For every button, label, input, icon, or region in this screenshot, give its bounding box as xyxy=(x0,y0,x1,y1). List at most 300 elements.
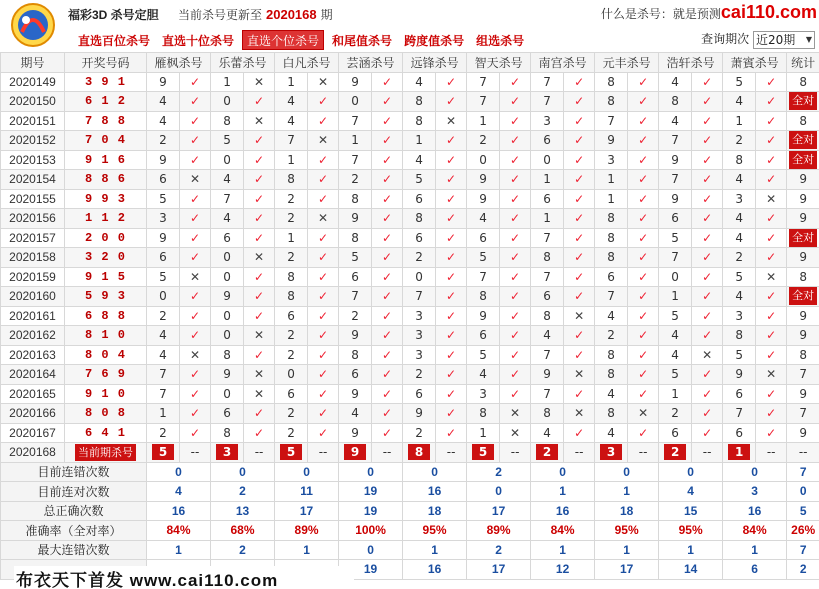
check-icon: ✓ xyxy=(692,209,723,229)
check-icon: ✓ xyxy=(756,423,787,443)
kill-value-cell: 2 xyxy=(275,423,308,443)
check-icon: ✓ xyxy=(436,92,467,112)
kill-value-cell: 9 xyxy=(595,131,628,151)
cross-icon: ✕ xyxy=(756,365,787,385)
kill-value-cell: 2 xyxy=(275,209,308,229)
stat-value: 4 xyxy=(659,482,723,502)
current-row xyxy=(1,443,819,463)
kill-value-cell: 2 xyxy=(275,189,308,209)
stat-value: 13 xyxy=(211,501,275,521)
check-icon: ✓ xyxy=(372,365,403,385)
period-cell: 2020158 xyxy=(1,248,65,268)
stat-cell: 7 xyxy=(787,404,819,424)
current-placeholder: -- xyxy=(628,443,659,463)
period-cell: 2020152 xyxy=(1,131,65,151)
check-icon: ✓ xyxy=(564,150,595,170)
kill-value-cell: 2 xyxy=(403,248,436,268)
cross-icon: ✕ xyxy=(564,365,595,385)
check-icon: ✓ xyxy=(308,228,339,248)
check-icon: ✓ xyxy=(500,72,531,92)
kill-value-cell: 0 xyxy=(467,150,500,170)
check-icon: ✓ xyxy=(372,150,403,170)
update-status xyxy=(178,6,333,23)
check-icon: ✓ xyxy=(180,423,211,443)
period-cell: 2020151 xyxy=(1,111,65,131)
stat-cell xyxy=(787,150,819,170)
period-cell: 2020150 xyxy=(1,92,65,112)
check-icon: ✓ xyxy=(308,326,339,346)
check-icon: ✓ xyxy=(244,228,275,248)
current-kill-badge: 9 xyxy=(344,444,366,460)
stat-value: 17 xyxy=(595,560,659,580)
cross-icon: ✕ xyxy=(436,111,467,131)
stat-cell xyxy=(787,287,819,307)
check-icon: ✓ xyxy=(692,365,723,385)
stat-value: 0 xyxy=(531,462,595,482)
check-icon: ✓ xyxy=(372,267,403,287)
stat-value: 1 xyxy=(595,540,659,560)
current-label-cell xyxy=(65,443,147,463)
check-icon: ✓ xyxy=(756,209,787,229)
period-cell: 2020161 xyxy=(1,306,65,326)
kill-value-cell: 6 xyxy=(531,189,564,209)
check-icon: ✓ xyxy=(372,170,403,190)
stat-value: 0 xyxy=(339,462,403,482)
current-kill-badge: 1 xyxy=(728,444,750,460)
check-icon: ✓ xyxy=(180,365,211,385)
kill-value-cell: 3 xyxy=(467,384,500,404)
kill-value-cell: 4 xyxy=(147,92,180,112)
kill-value-cell: 5 xyxy=(403,170,436,190)
promo-text: 什么是杀号：就是预测 xyxy=(600,7,721,21)
cross-icon: ✕ xyxy=(244,248,275,268)
stat-value: 1 xyxy=(403,540,467,560)
stat-value: 0 xyxy=(403,462,467,482)
check-icon: ✓ xyxy=(180,326,211,346)
stat-cell: 9 xyxy=(787,170,819,190)
check-icon: ✓ xyxy=(628,267,659,287)
kill-value-cell: 5 xyxy=(211,131,244,151)
kill-value-cell: 6 xyxy=(595,267,628,287)
kill-value-cell: 0 xyxy=(275,365,308,385)
check-icon: ✓ xyxy=(692,423,723,443)
stat-row xyxy=(1,540,819,560)
period-cell: 2020156 xyxy=(1,209,65,229)
check-icon: ✓ xyxy=(628,92,659,112)
stat-cell: 9 xyxy=(787,209,819,229)
draw-number-cell: 9 9 3 xyxy=(65,189,147,209)
check-icon: ✓ xyxy=(756,150,787,170)
stat-value: 0 xyxy=(467,482,531,502)
draw-number-cell: 6 4 1 xyxy=(65,423,147,443)
kill-value-cell: 4 xyxy=(659,111,692,131)
check-icon: ✓ xyxy=(436,189,467,209)
check-icon: ✓ xyxy=(500,228,531,248)
check-icon: ✓ xyxy=(564,267,595,287)
kill-value-cell: 7 xyxy=(403,287,436,307)
current-kill-badge: 5 xyxy=(280,444,302,460)
kill-value-cell: 4 xyxy=(211,209,244,229)
current-kill-badge: 5 xyxy=(152,444,174,460)
kill-value-cell: 8 xyxy=(403,111,436,131)
check-icon: ✓ xyxy=(564,345,595,365)
check-icon: ✓ xyxy=(756,384,787,404)
stat-value: 6 xyxy=(723,560,787,580)
stat-value: 84% xyxy=(723,521,787,541)
draw-number-cell: 1 1 2 xyxy=(65,209,147,229)
check-icon: ✓ xyxy=(308,404,339,424)
period-cell: 2020165 xyxy=(1,384,65,404)
draw-number-cell: 8 8 6 xyxy=(65,170,147,190)
check-icon: ✓ xyxy=(628,287,659,307)
check-icon: ✓ xyxy=(244,131,275,151)
stat-value: 0 xyxy=(339,540,403,560)
kill-value-cell: 4 xyxy=(531,423,564,443)
kill-value-cell: 6 xyxy=(147,248,180,268)
check-icon: ✓ xyxy=(500,170,531,190)
check-icon: ✓ xyxy=(500,345,531,365)
stat-value: 16 xyxy=(403,560,467,580)
check-icon: ✓ xyxy=(756,248,787,268)
kill-value-cell: 3 xyxy=(403,306,436,326)
stat-cell xyxy=(787,228,819,248)
kill-value-cell: 4 xyxy=(147,111,180,131)
kill-value-cell: 7 xyxy=(211,189,244,209)
nav-tab-3[interactable]: 和尾值杀号 xyxy=(332,34,393,48)
check-icon: ✓ xyxy=(500,384,531,404)
check-icon: ✓ xyxy=(628,209,659,229)
check-icon: ✓ xyxy=(180,209,211,229)
kill-value-cell: 7 xyxy=(531,92,564,112)
stat-value: 100% xyxy=(339,521,403,541)
kill-value-cell: 6 xyxy=(275,306,308,326)
nav-tab-5[interactable]: 组选杀号 xyxy=(476,34,525,48)
check-icon: ✓ xyxy=(564,423,595,443)
current-period-cell: 2020168 xyxy=(1,443,65,463)
current-placeholder: -- xyxy=(564,443,595,463)
check-icon: ✓ xyxy=(756,170,787,190)
kill-value-cell: 6 xyxy=(403,189,436,209)
check-icon: ✓ xyxy=(628,384,659,404)
kill-value-cell: 8 xyxy=(595,92,628,112)
kill-value-cell: 5 xyxy=(467,345,500,365)
stat-value: 11 xyxy=(275,482,339,502)
nav-tab-1[interactable]: 直选十位杀号 xyxy=(162,34,235,48)
kill-value-cell: 2 xyxy=(339,306,372,326)
stat-total: 7 xyxy=(787,540,819,560)
kill-value-cell: 8 xyxy=(275,170,308,190)
stat-value: 89% xyxy=(275,521,339,541)
kill-value-cell: 4 xyxy=(723,287,756,307)
table-row xyxy=(1,111,819,131)
kill-number-table xyxy=(0,52,819,580)
table-row xyxy=(1,345,819,365)
check-icon: ✓ xyxy=(756,72,787,92)
stat-value: 0 xyxy=(723,462,787,482)
stat-value: 14 xyxy=(659,560,723,580)
all-correct-badge: 全对 xyxy=(789,92,817,110)
kill-value-cell: 0 xyxy=(211,306,244,326)
nav-tab-4[interactable]: 跨度值杀号 xyxy=(404,34,465,48)
check-icon: ✓ xyxy=(308,189,339,209)
top-bar xyxy=(0,0,819,52)
stat-value: 19 xyxy=(339,560,403,580)
stat-cell: 9 xyxy=(787,326,819,346)
kill-value-cell: 2 xyxy=(403,365,436,385)
stat-value: 0 xyxy=(147,462,211,482)
kill-value-cell: 1 xyxy=(147,404,180,424)
check-icon: ✓ xyxy=(372,92,403,112)
check-icon: ✓ xyxy=(308,267,339,287)
column-header: 远锋杀号 xyxy=(403,53,467,73)
stat-value: 17 xyxy=(467,501,531,521)
check-icon: ✓ xyxy=(180,92,211,112)
draw-number-cell: 2 0 0 xyxy=(65,228,147,248)
check-icon: ✓ xyxy=(244,345,275,365)
check-icon: ✓ xyxy=(692,111,723,131)
stat-value: 16 xyxy=(531,501,595,521)
cross-icon: ✕ xyxy=(628,404,659,424)
kill-value-cell: 4 xyxy=(595,384,628,404)
stat-value: 2 xyxy=(467,462,531,482)
stat-row xyxy=(1,482,819,502)
check-icon: ✓ xyxy=(564,131,595,151)
stat-cell: 9 xyxy=(787,423,819,443)
nav-tabs xyxy=(74,30,532,50)
kill-value-cell: 7 xyxy=(147,365,180,385)
kill-value-cell: 2 xyxy=(403,423,436,443)
stat-label: 准确率（全对率） xyxy=(1,521,147,541)
all-correct-badge: 全对 xyxy=(789,131,817,149)
kill-value-cell: 6 xyxy=(211,228,244,248)
kill-value-cell: 7 xyxy=(531,384,564,404)
period-cell: 2020163 xyxy=(1,345,65,365)
kill-value-cell: 2 xyxy=(595,326,628,346)
kill-value-cell: 7 xyxy=(275,131,308,151)
draw-number-cell: 8 0 8 xyxy=(65,404,147,424)
kill-value-cell: 4 xyxy=(723,170,756,190)
check-icon: ✓ xyxy=(500,150,531,170)
check-icon: ✓ xyxy=(628,345,659,365)
check-icon: ✓ xyxy=(180,189,211,209)
column-header: 元丰杀号 xyxy=(595,53,659,73)
kill-value-cell: 7 xyxy=(339,150,372,170)
check-icon: ✓ xyxy=(372,384,403,404)
kill-value-cell: 7 xyxy=(531,345,564,365)
check-icon: ✓ xyxy=(628,131,659,151)
check-icon: ✓ xyxy=(308,248,339,268)
check-icon: ✓ xyxy=(180,111,211,131)
kill-value-cell: 7 xyxy=(531,267,564,287)
current-kill-label: 当前期杀号 xyxy=(75,444,136,461)
update-suffix: 期 xyxy=(320,8,333,22)
check-icon: ✓ xyxy=(628,150,659,170)
check-icon: ✓ xyxy=(180,131,211,151)
check-icon: ✓ xyxy=(372,287,403,307)
kill-value-cell: 0 xyxy=(211,150,244,170)
check-icon: ✓ xyxy=(692,131,723,151)
kill-value-cell: 1 xyxy=(211,72,244,92)
check-icon: ✓ xyxy=(436,209,467,229)
period-select-value: 近20期 xyxy=(756,32,796,47)
kill-value-cell: 7 xyxy=(467,72,500,92)
kill-value-cell: 8 xyxy=(531,404,564,424)
stat-value: 1 xyxy=(147,540,211,560)
kill-value-cell: 7 xyxy=(339,287,372,307)
period-cell: 2020167 xyxy=(1,423,65,443)
kill-value-cell: 8 xyxy=(595,72,628,92)
check-icon: ✓ xyxy=(756,131,787,151)
kill-value-cell: 5 xyxy=(659,306,692,326)
stat-value: 16 xyxy=(403,482,467,502)
stat-value: 1 xyxy=(531,540,595,560)
kill-value-cell: 5 xyxy=(467,248,500,268)
kill-value-cell: 2 xyxy=(659,404,692,424)
check-icon: ✓ xyxy=(628,306,659,326)
promo-site-link[interactable]: cai110.com xyxy=(720,2,817,22)
kill-value-cell: 0 xyxy=(211,384,244,404)
check-icon: ✓ xyxy=(436,248,467,268)
cross-icon: ✕ xyxy=(564,404,595,424)
kill-value-cell: 3 xyxy=(595,150,628,170)
kill-value-cell: 0 xyxy=(211,267,244,287)
check-icon: ✓ xyxy=(180,306,211,326)
kill-value-cell: 4 xyxy=(403,72,436,92)
kill-value-cell: 4 xyxy=(147,326,180,346)
stat-cell: 9 xyxy=(787,384,819,404)
stat-value: 0 xyxy=(211,462,275,482)
check-icon: ✓ xyxy=(628,111,659,131)
kill-value-cell: 8 xyxy=(339,228,372,248)
draw-number-cell: 6 1 2 xyxy=(65,92,147,112)
check-icon: ✓ xyxy=(372,131,403,151)
kill-value-cell: 1 xyxy=(531,170,564,190)
stat-label: 总正确次数 xyxy=(1,501,147,521)
check-icon: ✓ xyxy=(756,287,787,307)
table-row xyxy=(1,209,819,229)
check-icon: ✓ xyxy=(756,326,787,346)
current-placeholder: -- xyxy=(436,443,467,463)
nav-tab-2[interactable]: 直选个位杀号 xyxy=(242,30,324,50)
kill-value-cell: 7 xyxy=(467,267,500,287)
stat-value: 68% xyxy=(211,521,275,541)
check-icon: ✓ xyxy=(692,267,723,287)
current-kill-badge: 2 xyxy=(536,444,558,460)
cross-icon: ✕ xyxy=(308,131,339,151)
stat-value: 18 xyxy=(595,501,659,521)
kill-value-cell: 4 xyxy=(403,150,436,170)
column-header: 雁枫杀号 xyxy=(147,53,211,73)
kill-value-cell: 5 xyxy=(723,345,756,365)
cross-icon: ✕ xyxy=(308,209,339,229)
stat-total: 5 xyxy=(787,501,819,521)
site-logo[interactable] xyxy=(8,2,58,48)
check-icon: ✓ xyxy=(436,404,467,424)
table-row xyxy=(1,384,819,404)
check-icon: ✓ xyxy=(180,404,211,424)
kill-value-cell: 9 xyxy=(723,365,756,385)
check-icon: ✓ xyxy=(628,72,659,92)
kill-value-cell: 2 xyxy=(275,248,308,268)
column-header: 南宫杀号 xyxy=(531,53,595,73)
period-cell: 2020154 xyxy=(1,170,65,190)
period-cell: 2020149 xyxy=(1,72,65,92)
check-icon: ✓ xyxy=(564,170,595,190)
stat-cell: 8 xyxy=(787,267,819,287)
kill-value-cell: 4 xyxy=(659,345,692,365)
kill-value-cell: 4 xyxy=(723,209,756,229)
kill-value-cell: 8 xyxy=(723,326,756,346)
kill-value-cell: 6 xyxy=(531,131,564,151)
check-icon: ✓ xyxy=(436,384,467,404)
draw-number-cell: 9 1 6 xyxy=(65,150,147,170)
check-icon: ✓ xyxy=(308,92,339,112)
nav-tab-0[interactable]: 直选百位杀号 xyxy=(78,34,151,48)
kill-value-cell: 5 xyxy=(147,267,180,287)
stat-row xyxy=(1,462,819,482)
check-icon: ✓ xyxy=(500,92,531,112)
current-kill-cell xyxy=(467,443,500,463)
kill-value-cell: 5 xyxy=(147,189,180,209)
kill-value-cell: 9 xyxy=(659,150,692,170)
cross-icon: ✕ xyxy=(180,267,211,287)
kill-value-cell: 7 xyxy=(531,228,564,248)
kill-value-cell: 5 xyxy=(659,365,692,385)
kill-value-cell: 9 xyxy=(659,189,692,209)
column-header: 开奖号码 xyxy=(65,53,147,73)
stat-cell: 9 xyxy=(787,306,819,326)
stat-total: 7 xyxy=(787,462,819,482)
kill-value-cell: 6 xyxy=(659,209,692,229)
check-icon: ✓ xyxy=(692,92,723,112)
kill-value-cell: 8 xyxy=(275,287,308,307)
check-icon: ✓ xyxy=(436,326,467,346)
table-row xyxy=(1,423,819,443)
check-icon: ✓ xyxy=(500,189,531,209)
cross-icon: ✕ xyxy=(692,345,723,365)
period-cell: 2020153 xyxy=(1,150,65,170)
stat-value: 95% xyxy=(659,521,723,541)
kill-value-cell: 9 xyxy=(147,228,180,248)
draw-number-cell: 8 1 0 xyxy=(65,326,147,346)
kill-value-cell: 0 xyxy=(531,150,564,170)
kill-value-cell: 9 xyxy=(211,287,244,307)
cross-icon: ✕ xyxy=(180,345,211,365)
check-icon: ✓ xyxy=(436,306,467,326)
table-row xyxy=(1,326,819,346)
table-row xyxy=(1,248,819,268)
kill-value-cell: 4 xyxy=(723,228,756,248)
stat-value: 1 xyxy=(595,482,659,502)
draw-number-cell: 7 0 4 xyxy=(65,131,147,151)
update-issue: 2020168 xyxy=(266,7,317,22)
stat-cell: 8 xyxy=(787,72,819,92)
table-row xyxy=(1,267,819,287)
kill-value-cell: 8 xyxy=(595,209,628,229)
check-icon: ✓ xyxy=(628,189,659,209)
kill-value-cell: 0 xyxy=(211,326,244,346)
cross-icon: ✕ xyxy=(180,170,211,190)
stat-total: 26% xyxy=(787,521,819,541)
check-icon: ✓ xyxy=(308,365,339,385)
kill-value-cell: 7 xyxy=(659,170,692,190)
kill-value-cell: 5 xyxy=(723,267,756,287)
table-row xyxy=(1,150,819,170)
period-select[interactable] xyxy=(753,31,815,49)
promo xyxy=(601,2,817,23)
check-icon: ✓ xyxy=(372,228,403,248)
stat-value: 84% xyxy=(147,521,211,541)
